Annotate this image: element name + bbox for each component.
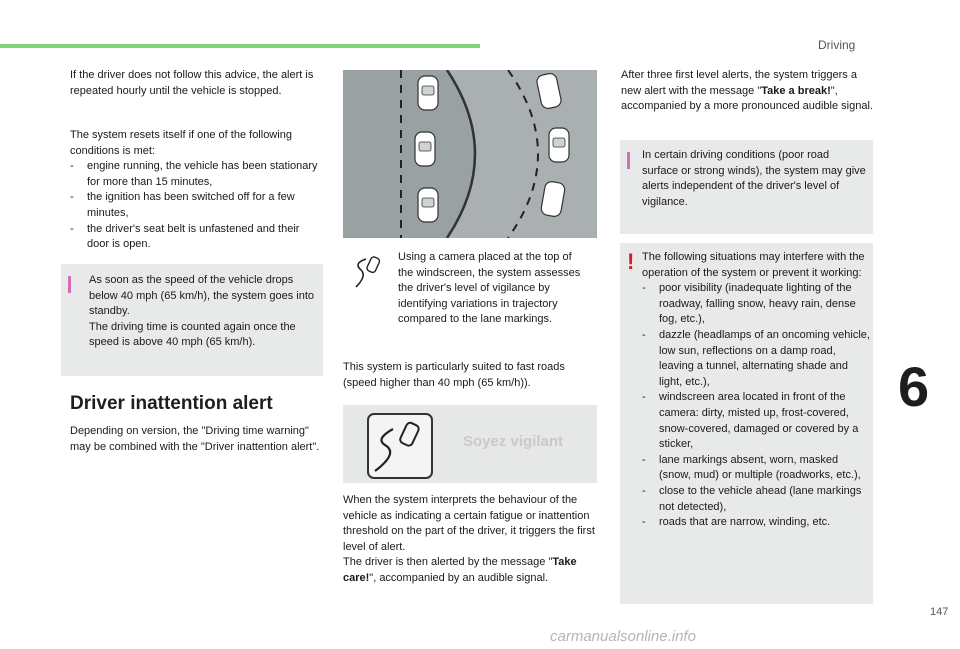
section-title: Driving (818, 38, 856, 52)
section-heading: Driver inattention alert (70, 393, 273, 414)
para-combined: Depending on version, the "Driving time warning" may be combined with the "Driver inattention alert". (70, 425, 320, 453)
take-care-message: Take care! (343, 556, 577, 584)
camera-description: Using a camera placed at the top of the windscreen, the system assesses the driver's level of vigilance by identifying variations in trajectory compared to the lane markings. (398, 251, 581, 326)
standby-note-text: As soon as the speed of the vehicle drops below 40 mph (65 km/h), the system goes into standby. The driving time is counted again once the speed is above 40 mph (65 km/h). (89, 274, 314, 349)
info-icon (627, 152, 633, 169)
alert-description: When the system interprets the behaviour of the vehicle as indicating a certain fatigue or inattention threshold on the part of the driver, it triggers the first level of alert. The driver is then alerted by the message "Take care!", accompanied by an audible signal. (343, 494, 595, 584)
warning-note-text (642, 250, 870, 531)
inattention-alert-icon (367, 413, 433, 479)
para-repeat-alert: If the driver does not follow this advice, the alert is repeated hourly until the vehicle is stopped. (70, 69, 314, 97)
instrument-display-box (343, 405, 597, 483)
interference-list (642, 281, 870, 531)
list-item: - lane markings absent, worn, masked (snow, mud) or multiple (roadworks, etc.), (642, 453, 861, 482)
take-break-message: Take a break! (761, 84, 831, 97)
reset-conditions-block (70, 128, 324, 253)
lane-trajectory-svg (343, 70, 597, 238)
reset-intro: The system resets itself if one of the following conditions is met: (70, 129, 292, 157)
fast-roads-text: This system is particularly suited to fast roads (speed higher than 40 mph (65 km/h)). (343, 361, 565, 389)
list-item: - engine running, the vehicle has been stationary for more than 15 minutes, (70, 160, 318, 188)
chapter-number: 6 (898, 355, 930, 418)
list-item: - dazzle (headlamps of an oncoming vehicle, low sun, reflections on a damp road, leaving a tunnel, alternating shade and light, etc.), (642, 328, 870, 388)
warning-intro: The following situations may interfere with the operation of the system or prevent it working: (642, 251, 865, 279)
display-message: Soyez vigilant (463, 433, 564, 450)
conditions-note-text: In certain driving conditions (poor road surface or strong winds), the system may give alerts independent of the driver's level of vigilance. (642, 149, 866, 208)
page-number: 147 (930, 606, 949, 618)
lane-trajectory-illustration (343, 70, 597, 238)
reset-list (70, 159, 324, 253)
list-item: - poor visibility (inadequate lighting of the roadway, falling snow, heavy rain, dense fog, etc.), (642, 282, 856, 326)
list-item: - the driver's seat belt is unfastened and their door is open. (70, 222, 300, 251)
take-break-text: After three first level alerts, the system triggers a new alert with the message "Take a break!", accompanied by a more pronounced audible signal. (621, 69, 873, 113)
list-item: - the ignition has been switched off for a few minutes, (70, 191, 295, 219)
top-accent-bar (0, 44, 480, 48)
warning-note (620, 243, 873, 604)
watermark: carmanualsonline.info (550, 628, 696, 645)
conditions-note (620, 140, 873, 234)
list-item: - roads that are narrow, winding, etc. (642, 516, 831, 529)
warning-icon: ! (627, 249, 635, 274)
standby-note (61, 264, 323, 376)
info-icon (68, 276, 74, 293)
driver-alert-icon (354, 255, 384, 289)
list-item: - windscreen area located in front of the camera: dirty, misted up, frost-covered, snow-covered, damaged or covered by a sticker, (642, 391, 859, 451)
list-item: - close to the vehicle ahead (lane markings not detected), (642, 484, 862, 513)
